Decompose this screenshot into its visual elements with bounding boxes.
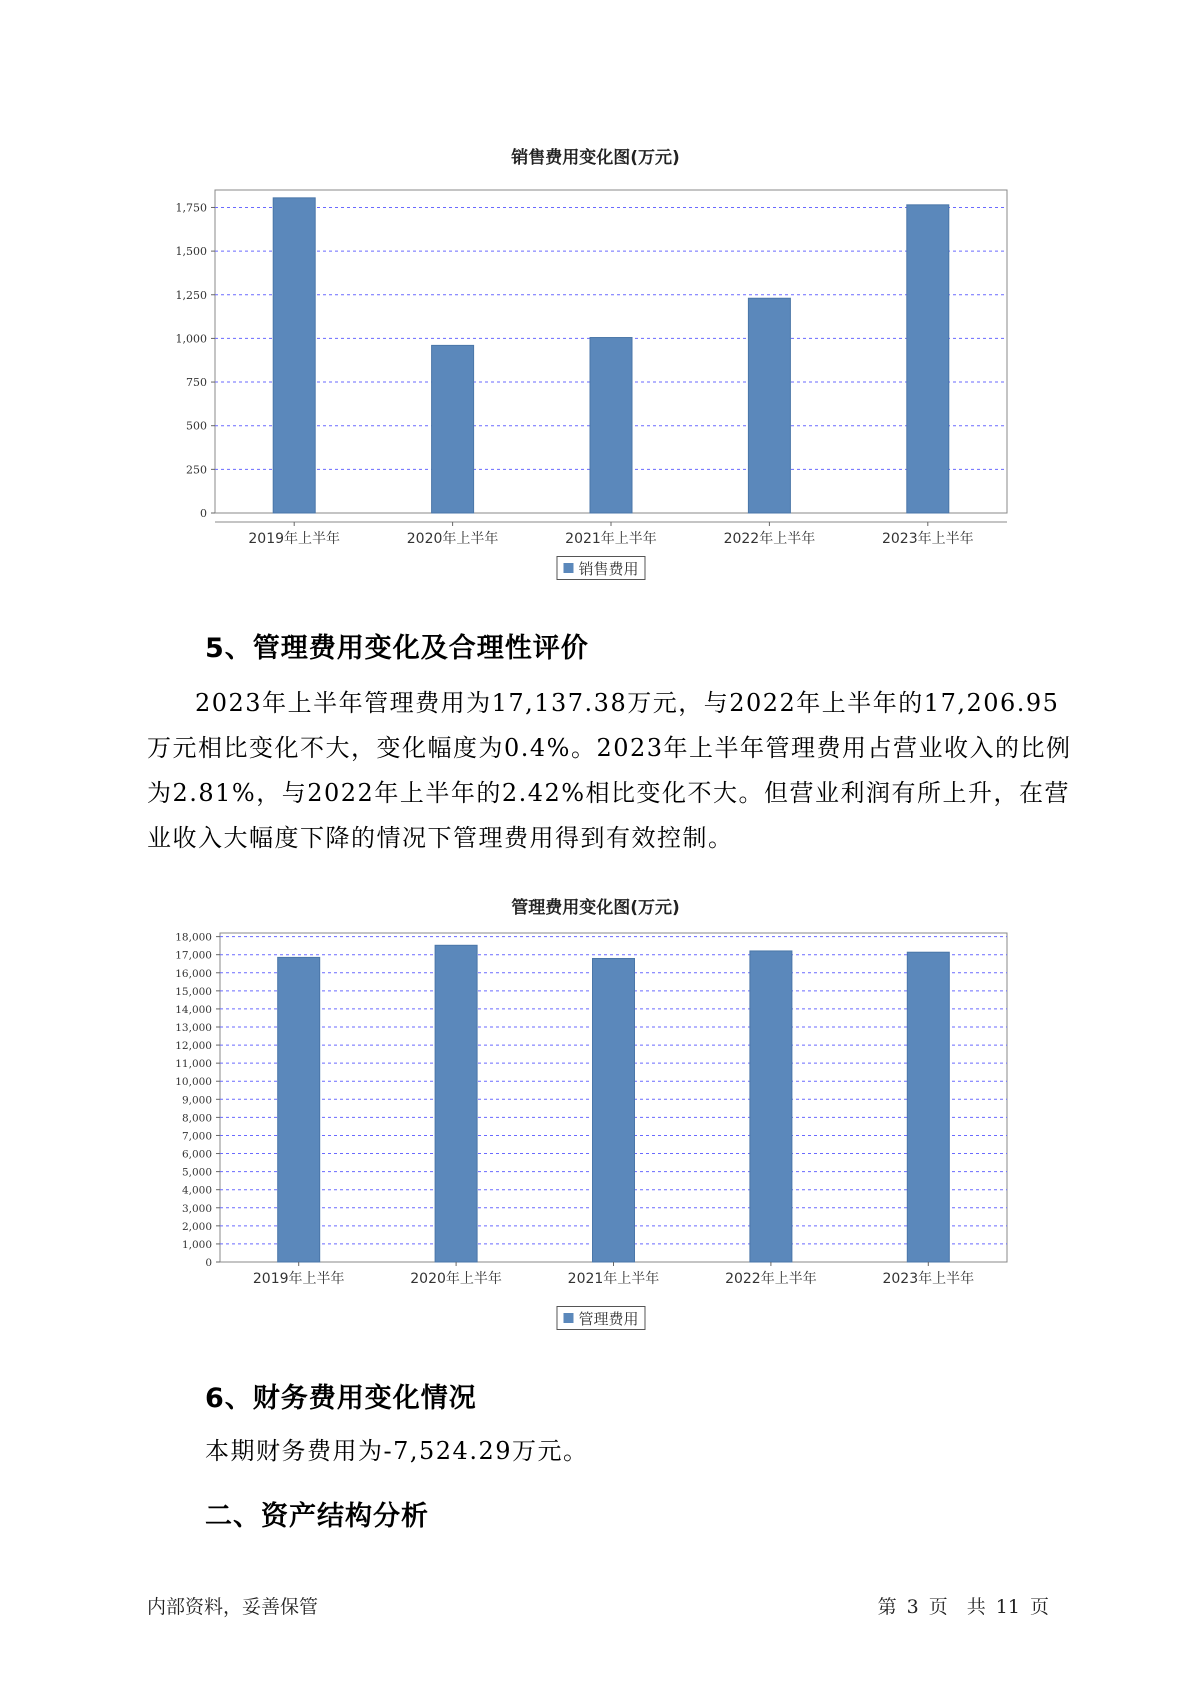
- x-tick-label: 2023年上半年: [881, 531, 974, 547]
- bar: [907, 205, 949, 513]
- y-tick-label: 0: [205, 1257, 212, 1269]
- bar: [273, 198, 315, 513]
- x-tick-label: 2021年上半年: [567, 1271, 660, 1287]
- y-tick-label: 6,000: [181, 1148, 212, 1161]
- chart1-title: 销售费用变化图(万元): [511, 148, 680, 168]
- legend-swatch-icon: [563, 563, 573, 573]
- footer-page-number: 第 3 页 共 11 页: [877, 1596, 1049, 1618]
- bar: [750, 951, 792, 1262]
- y-tick-label: 3,000: [181, 1202, 212, 1215]
- y-tick-label: 500: [186, 419, 207, 433]
- bar: [593, 958, 635, 1262]
- chart1-legend: [556, 556, 645, 580]
- section-2-title: 二、资产结构分析: [205, 1501, 429, 1532]
- y-tick-label: 16,000: [175, 967, 212, 980]
- chart1-plot: [0, 170, 1191, 547]
- y-tick-label: 9,000: [181, 1094, 212, 1107]
- chart2-title: 管理费用变化图(万元): [511, 898, 680, 918]
- y-tick-label: 18,000: [175, 931, 212, 944]
- y-tick-label: 17,000: [175, 949, 212, 962]
- bar: [278, 957, 320, 1262]
- y-tick-label: 13,000: [175, 1022, 212, 1034]
- y-tick-label: 1,500: [175, 245, 207, 259]
- bar: [907, 952, 949, 1262]
- y-tick-label: 250: [186, 463, 207, 477]
- x-tick-label: 2021年上半年: [565, 531, 657, 547]
- x-tick-label: 2023年上半年: [882, 1271, 975, 1287]
- y-tick-label: 15,000: [175, 985, 212, 998]
- section-5-title: 5、管理费用变化及合理性评价: [205, 633, 589, 664]
- y-tick-label: 2,000: [181, 1220, 212, 1233]
- chart1-legend-label: 销售费用: [578, 559, 639, 578]
- section-6-title: 6、财务费用变化情况: [205, 1383, 477, 1414]
- y-tick-label: 0: [200, 507, 207, 520]
- bar: [435, 945, 477, 1262]
- bar: [432, 345, 474, 513]
- y-tick-label: 1,750: [175, 201, 207, 215]
- y-tick-label: 750: [186, 376, 207, 390]
- bar: [590, 338, 632, 513]
- chart1: [0, 170, 1191, 547]
- section-6-paragraph: 本期财务费用为-7,524.29万元。: [205, 1437, 589, 1465]
- bar: [748, 298, 790, 513]
- y-tick-label: 1,250: [175, 288, 207, 302]
- x-tick-label: 2019年上半年: [252, 1271, 345, 1287]
- y-tick-label: 4,000: [181, 1184, 212, 1197]
- y-tick-label: 1,000: [175, 332, 207, 346]
- x-tick-label: 2020年上半年: [406, 531, 499, 547]
- y-tick-label: 5,000: [181, 1166, 212, 1179]
- section-5-paragraph: 2023年上半年管理费用为17,137.38万元，与2022年上半年的17,206.95万元相比变化不大，变化幅度为0.4%。2023年上半年管理费用占营业收入的比例为2.81%，与2022年上半年的2.42%相比变化不大。但营业利润有所上升，在营业收入大幅度下降的情况下管理费用得到有效控制。: [147, 689, 1072, 852]
- chart2-legend-label: 管理费用: [578, 1309, 639, 1328]
- chart2: [0, 925, 1191, 1287]
- footer-left: 内部资料，妥善保管: [147, 1596, 319, 1618]
- y-tick-label: 10,000: [175, 1076, 212, 1089]
- x-tick-label: 2019年上半年: [248, 531, 341, 547]
- x-tick-label: 2022年上半年: [723, 531, 816, 547]
- y-tick-label: 7,000: [181, 1130, 212, 1143]
- chart2-plot: [0, 925, 1191, 1287]
- y-tick-label: 12,000: [175, 1040, 212, 1053]
- x-tick-label: 2022年上半年: [725, 1271, 817, 1287]
- legend-swatch-icon: [563, 1313, 573, 1323]
- y-tick-label: 14,000: [175, 1003, 212, 1016]
- y-tick-label: 11,000: [175, 1058, 212, 1071]
- y-tick-label: 8,000: [181, 1112, 212, 1125]
- chart2-legend: [556, 1306, 645, 1330]
- x-tick-label: 2020年上半年: [410, 1271, 502, 1287]
- y-tick-label: 1,000: [181, 1238, 212, 1251]
